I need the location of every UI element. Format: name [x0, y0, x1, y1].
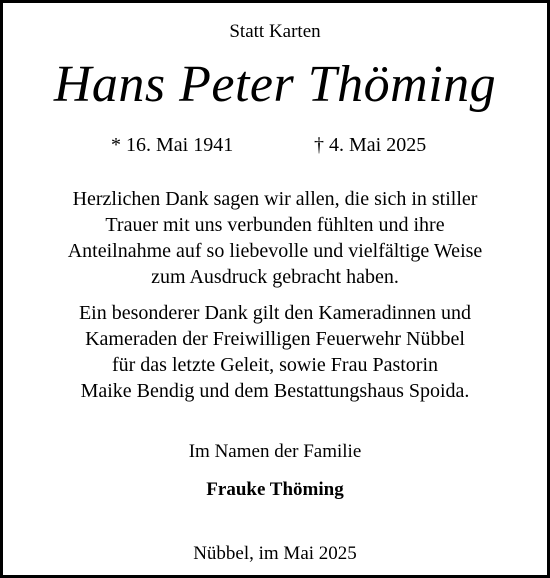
death-date: † 4. Mai 2025: [314, 134, 427, 156]
signer-name: Frauke Thöming: [206, 479, 344, 500]
birth-date: * 16. Mai 1941: [111, 134, 234, 156]
thanks-line: Trauer mit uns verbunden fühlten und ihre: [105, 214, 445, 236]
thanks-line: Anteilnahme auf so liebevolle und vielfältige Weise: [67, 240, 483, 262]
thanks-line: Herzlichen Dank sagen wir allen, die sich in stiller: [72, 188, 478, 210]
family-intro: Im Namen der Familie: [188, 441, 362, 462]
special-thanks-line: für das letzte Geleit, sowie Frau Pastorin: [111, 354, 439, 376]
special-thanks-line: Maike Bendig und dem Bestattungshaus Spoida.: [80, 380, 470, 402]
deceased-name: Hans Peter Thöming: [53, 56, 497, 113]
special-thanks-paragraph: [3, 300, 547, 404]
special-thanks-line: Kameraden der Freiwilligen Feuerwehr Nübbel: [85, 328, 465, 350]
thanks-line: zum Ausdruck gebracht haben.: [151, 266, 399, 288]
thanks-paragraph: [3, 186, 547, 290]
special-thanks-line: Ein besonderer Dank gilt den Kameradinnen und: [78, 302, 472, 324]
place-date: Nübbel, im Mai 2025: [193, 543, 357, 564]
notice-heading: Statt Karten: [229, 21, 321, 42]
